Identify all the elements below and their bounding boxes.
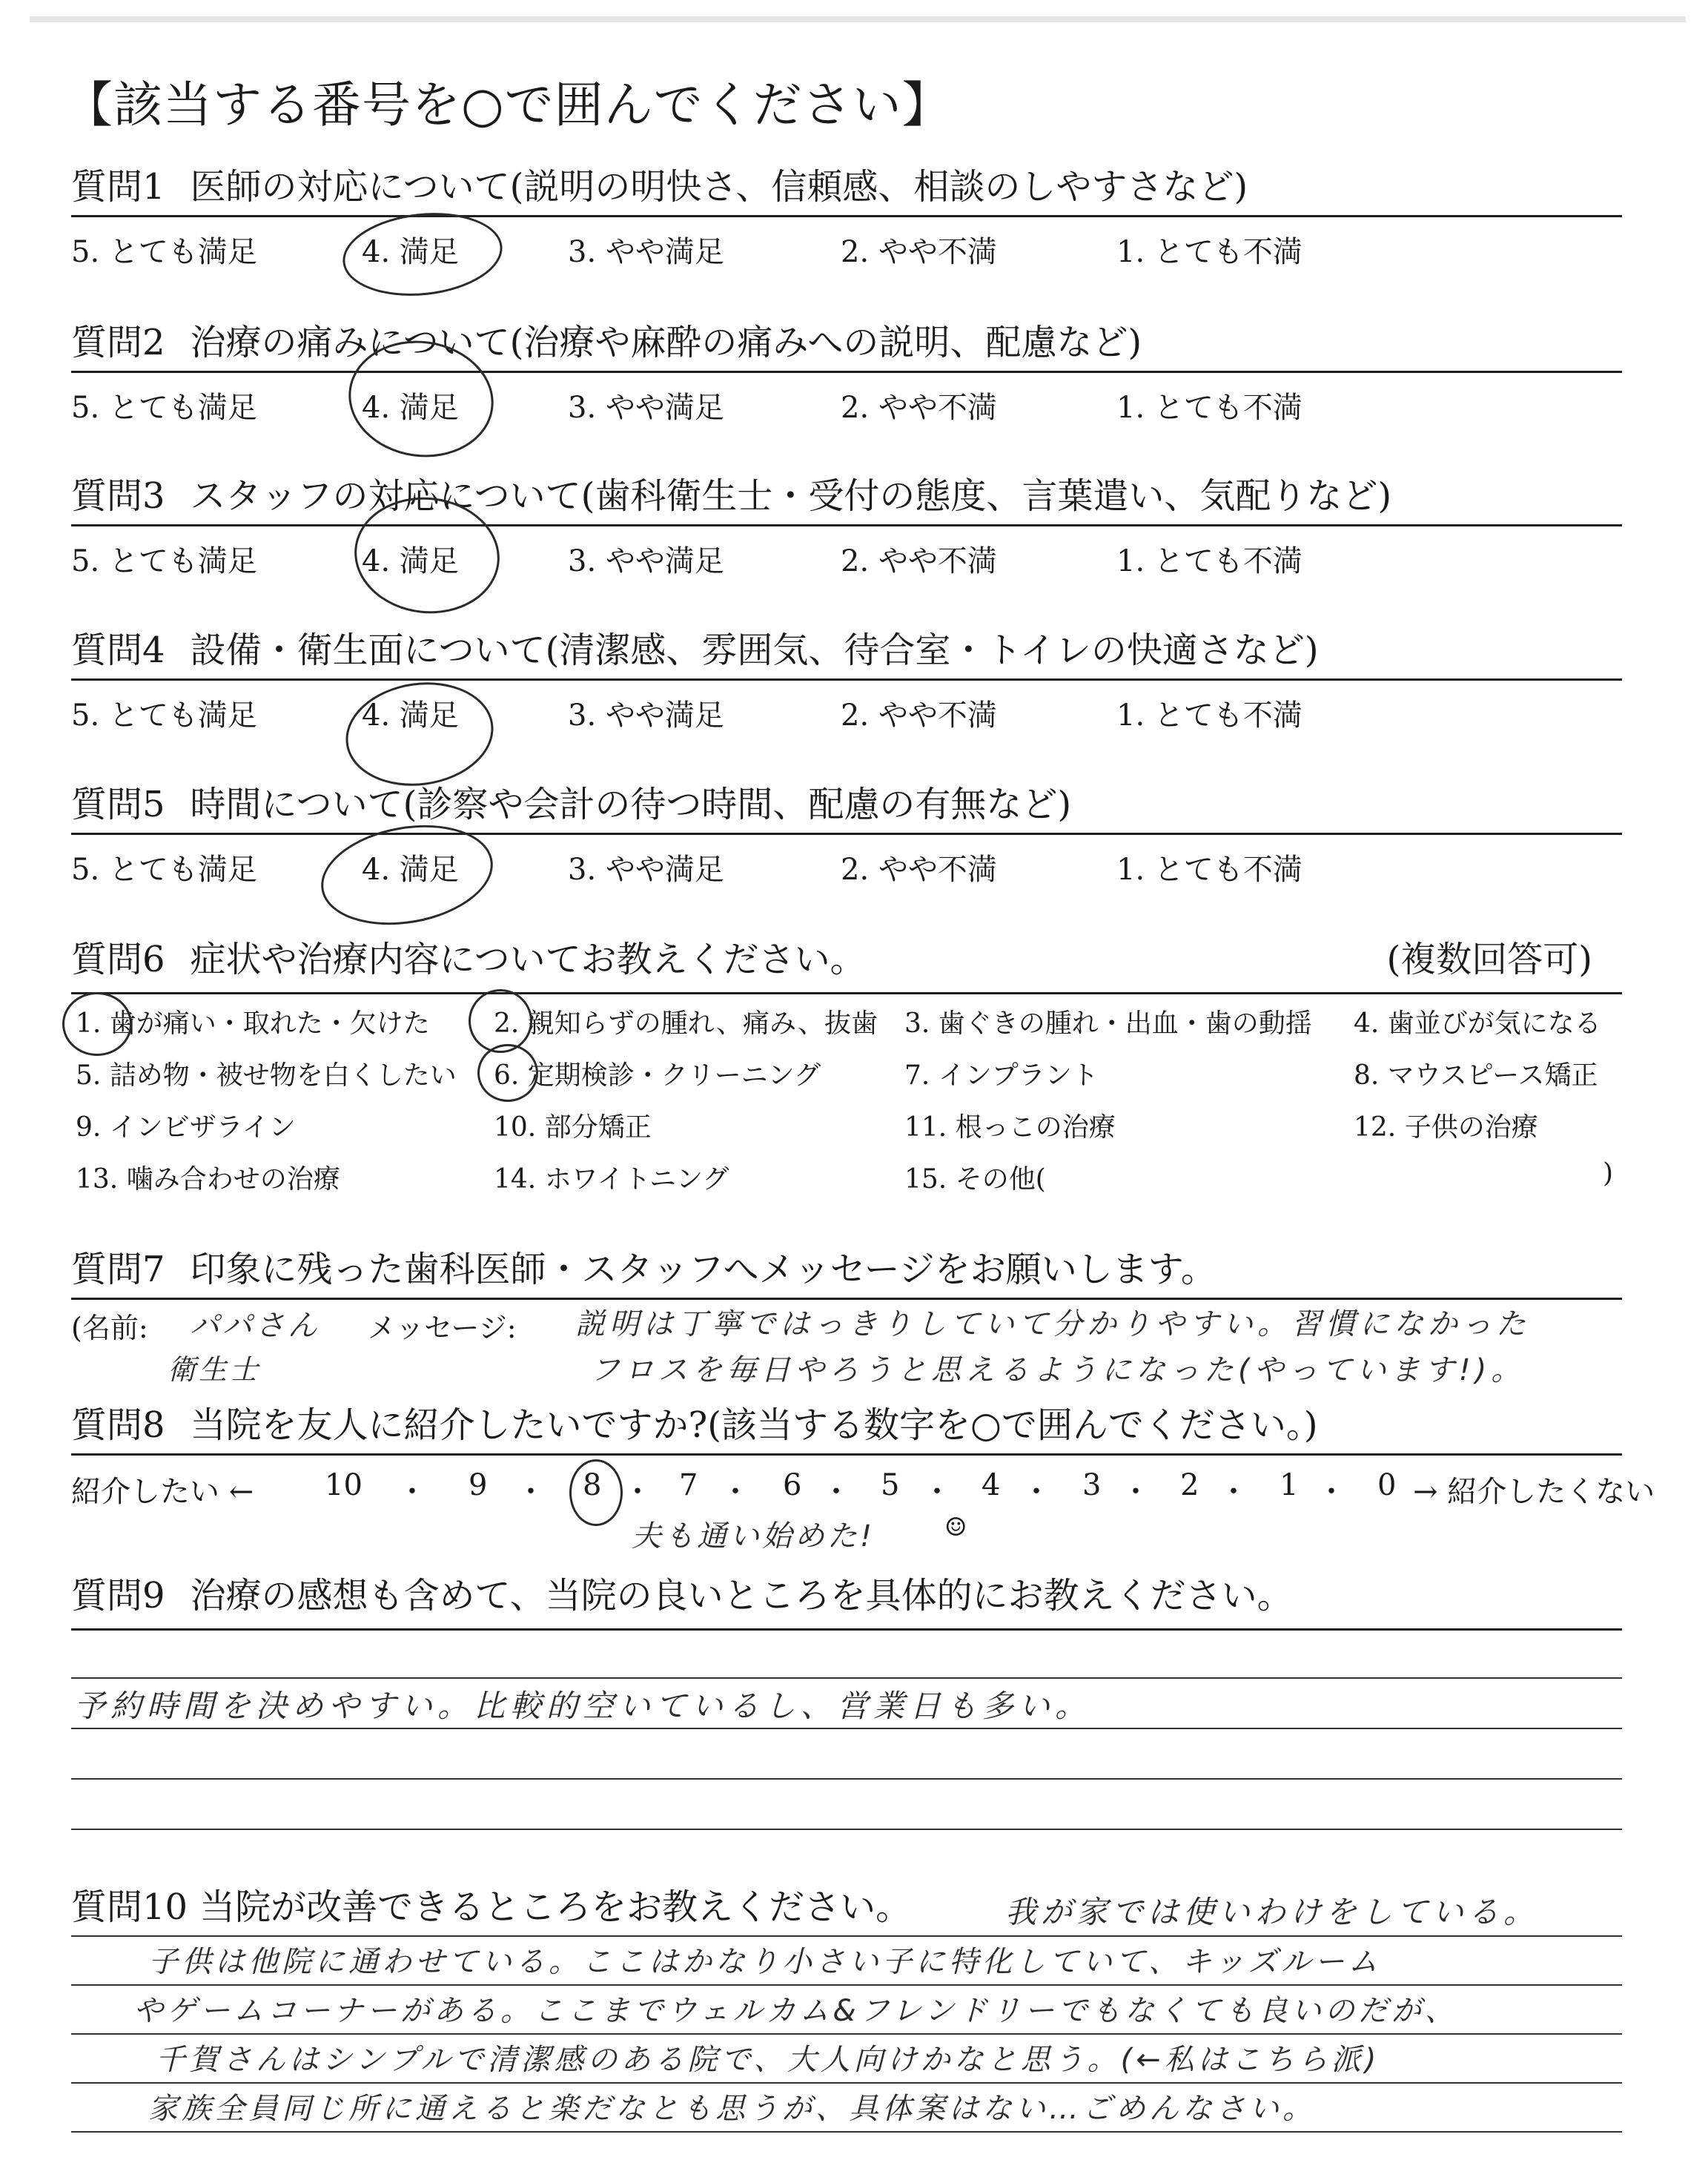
question-rule (71, 371, 1622, 373)
answer-line (71, 1829, 1622, 1830)
question-number: 質問6 (71, 939, 165, 980)
q9-answer: 予約時間を決めやすい。比較的空いているし、営業日も多い。 (74, 1688, 1092, 1724)
scale-4[interactable]: 4 (982, 1468, 1001, 1502)
option-4[interactable]: 4. 満足 (362, 391, 459, 425)
option-2[interactable]: 2. やや不満 (841, 853, 997, 887)
symptom-option-4[interactable]: 4. 歯並びが気になる (1354, 1008, 1601, 1039)
question-text: 医師の対応について(説明の明快さ、信頼感、相談のしやすさなど) (190, 166, 1248, 208)
question-4 (71, 627, 1622, 733)
option-1[interactable]: 1. とても不満 (1116, 544, 1302, 578)
question-rule (71, 1298, 1622, 1300)
option-1[interactable]: 1. とても不満 (1116, 235, 1302, 269)
answer-line (71, 1984, 1622, 1986)
question-number: 質問4 (71, 630, 165, 671)
question-number: 質問7 (71, 1249, 165, 1290)
option-2[interactable]: 2. やや不満 (841, 391, 997, 425)
question-7 (71, 1246, 1622, 1387)
answer-line (71, 1935, 1622, 1937)
scale-9[interactable]: 9 (469, 1468, 488, 1502)
option-4[interactable]: 4. 満足 (362, 698, 459, 733)
question-text: 設備・衛生面について(清潔感、雰囲気、待合室・トイレの快適さなど) (190, 630, 1319, 671)
answer-line (71, 2131, 1622, 2133)
option-4[interactable]: 4. 満足 (362, 235, 459, 269)
option-3[interactable]: 3. やや満足 (568, 391, 724, 425)
answer-line (71, 2082, 1622, 2084)
option-2[interactable]: 2. やや不満 (841, 544, 997, 578)
option-4[interactable]: 4. 満足 (362, 544, 459, 578)
question-rule (71, 524, 1622, 526)
question-number: 質問1 (71, 166, 165, 208)
message-line-2: フロスを毎日やろうと思えるようになった(やっています!)。 (590, 1353, 1526, 1387)
option-3[interactable]: 3. やや満足 (568, 853, 724, 887)
name-value: パパさん (190, 1309, 320, 1343)
question-5 (71, 781, 1622, 887)
recommend-right-label: → 紹介したくない (1413, 1475, 1655, 1509)
q10-answer-line-3: 千賀さんはシンプルで清潔感のある院で、大人向けかなと思う。(←私はこちら派) (156, 2043, 1380, 2077)
recommend-left-label: 紹介したい ← (71, 1475, 254, 1509)
question-text: 症状や治療内容についてお教えください。 (190, 939, 866, 980)
smiley-doodle-icon: ☺ (944, 1513, 967, 1542)
symptom-option-14[interactable]: 14. ホワイトニング (494, 1164, 729, 1195)
question-number: 質問10 (71, 1886, 188, 1928)
symptom-option-10[interactable]: 10. 部分矯正 (494, 1112, 652, 1143)
question-text: 治療の感想も含めて、当院の良いところを具体的にお教えください。 (190, 1575, 1293, 1616)
question-number: 質問9 (71, 1575, 165, 1616)
message-line-1: 説明は丁寧ではっきりしていて分かりやすい。習慣になかった (575, 1307, 1530, 1341)
q10-answer-line-0: 我が家では使いわけをしている。 (1005, 1894, 1540, 1930)
multiple-answer-note: (複数回答可) (1386, 939, 1592, 980)
question-8: 質問8 当院を友人に紹介したいですか?(該当する数字を○で囲んでください。) 紹介したい ← 10 ・ 9 ・ 8 ・ 7 ・ 6 ・ 5 ・ 4 ・ 3 ・ 2 ・ 1 ・ 0 → 紹介したくない 夫も通い始めた! ☺ (71, 1401, 1622, 1449)
other-close-paren: ) (1603, 1158, 1614, 1189)
question-number: 質問2 (71, 322, 165, 363)
q10-answer-line-1: 子供は他院に通わせている。ここはかなり小さい子に特化していて、キッズルーム (148, 1945, 1382, 1979)
option-5[interactable]: 5. とても満足 (71, 698, 257, 733)
question-text: 当院が改善できるところをお教えください。 (199, 1886, 912, 1928)
question-rule (71, 833, 1622, 835)
symptom-option-6[interactable]: 6. 定期検診・クリーニング (494, 1060, 821, 1091)
option-5[interactable]: 5. とても満足 (71, 235, 257, 269)
question-6 (71, 936, 1622, 1195)
option-3[interactable]: 3. やや満足 (568, 544, 724, 578)
symptom-option-13[interactable]: 13. 噛み合わせの治療 (76, 1164, 340, 1195)
message-label: メッセージ: (368, 1312, 517, 1344)
option-2[interactable]: 2. やや不満 (841, 235, 997, 269)
answer-line (71, 2033, 1622, 2035)
symptom-option-12[interactable]: 12. 子供の治療 (1354, 1112, 1538, 1143)
option-1[interactable]: 1. とても不満 (1116, 853, 1302, 887)
question-number: 質問3 (71, 475, 165, 517)
option-5[interactable]: 5. とても満足 (71, 853, 257, 887)
symptom-option-8[interactable]: 8. マウスピース矯正 (1354, 1060, 1598, 1091)
question-text: 印象に残った歯科医師・スタッフへメッセージをお願いします。 (190, 1249, 1217, 1290)
question-9 (71, 1572, 1622, 1619)
option-1[interactable]: 1. とても不満 (1116, 698, 1302, 733)
question-text: スタッフの対応について(歯科衛生士・受付の態度、言葉遣い、気配りなど) (190, 475, 1392, 517)
question-rule (71, 678, 1622, 681)
symptom-option-15-other[interactable]: 15. その他( (904, 1164, 1046, 1195)
scale-2[interactable]: 2 (1180, 1468, 1199, 1502)
symptom-option-3[interactable]: 3. 歯ぐきの腫れ・出血・歯の動揺 (904, 1008, 1312, 1039)
option-5[interactable]: 5. とても満足 (71, 544, 257, 578)
page-title: 【該当する番号を○で囲んでください】 (64, 76, 952, 133)
question-rule (71, 992, 1622, 994)
option-1[interactable]: 1. とても不満 (1116, 391, 1302, 425)
option-3[interactable]: 3. やや満足 (568, 698, 724, 733)
question-3 (71, 472, 1622, 578)
name-label: (名前: (71, 1312, 148, 1344)
scale-7[interactable]: 7 (679, 1468, 698, 1502)
question-text: 時間について(診察や会計の待つ時間、配慮の有無など) (190, 784, 1072, 825)
symptom-option-9[interactable]: 9. インビザライン (76, 1112, 296, 1143)
scale-0[interactable]: 0 (1377, 1468, 1397, 1502)
handwritten-note: 夫も通い始めた! (632, 1519, 875, 1553)
option-4[interactable]: 4. 満足 (362, 853, 459, 887)
question-number: 質問5 (71, 784, 165, 825)
scale-1[interactable]: 1 (1280, 1468, 1299, 1502)
scale-6[interactable]: 6 (783, 1468, 802, 1502)
question-rule (71, 1453, 1622, 1456)
symptom-option-7[interactable]: 7. インプラント (904, 1060, 1099, 1091)
scale-3[interactable]: 3 (1082, 1468, 1102, 1502)
answer-line (71, 1628, 1622, 1631)
symptom-option-5[interactable]: 5. 詰め物・被せ物を白くしたい (76, 1060, 457, 1091)
question-1 (71, 163, 1622, 269)
option-3[interactable]: 3. やや満足 (568, 235, 724, 269)
option-2[interactable]: 2. やや不満 (841, 698, 997, 733)
question-10 (71, 1883, 1622, 1931)
scale-8[interactable]: 8 (583, 1468, 602, 1502)
scale-5[interactable]: 5 (881, 1468, 900, 1502)
q10-answer-line-4: 家族全員同じ所に通えると楽だなとも思うが、具体案はない…ごめんなさい。 (148, 2092, 1316, 2126)
question-rule (71, 215, 1622, 217)
symptom-option-11[interactable]: 11. 根っこの治療 (904, 1112, 1116, 1143)
answer-line (71, 1778, 1622, 1780)
symptom-option-1[interactable]: 1. 歯が痛い・取れた・欠けた (76, 1008, 430, 1039)
symptom-option-2[interactable]: 2. 親知らずの腫れ、痛み、抜歯 (494, 1008, 878, 1039)
scale-10[interactable]: 10 (325, 1468, 363, 1502)
answer-line (71, 1728, 1622, 1729)
scan-top-edge (30, 16, 1686, 22)
question-number: 質問8 (71, 1404, 165, 1446)
q10-answer-line-2: やゲームコーナーがある。ここまでウェルカム&フレンドリーでもなくても良いのだが、 (133, 1994, 1458, 2028)
question-text: 当院を友人に紹介したいですか?(該当する数字を○で囲んでください。) (190, 1404, 1318, 1446)
question-text: 治療の痛みについて(治療や麻酔の痛みへの説明、配慮など) (190, 322, 1142, 363)
name-role: 衛生士 (168, 1353, 262, 1386)
question-2 (71, 319, 1622, 425)
option-5[interactable]: 5. とても満足 (71, 391, 257, 425)
answer-line (71, 1677, 1622, 1679)
